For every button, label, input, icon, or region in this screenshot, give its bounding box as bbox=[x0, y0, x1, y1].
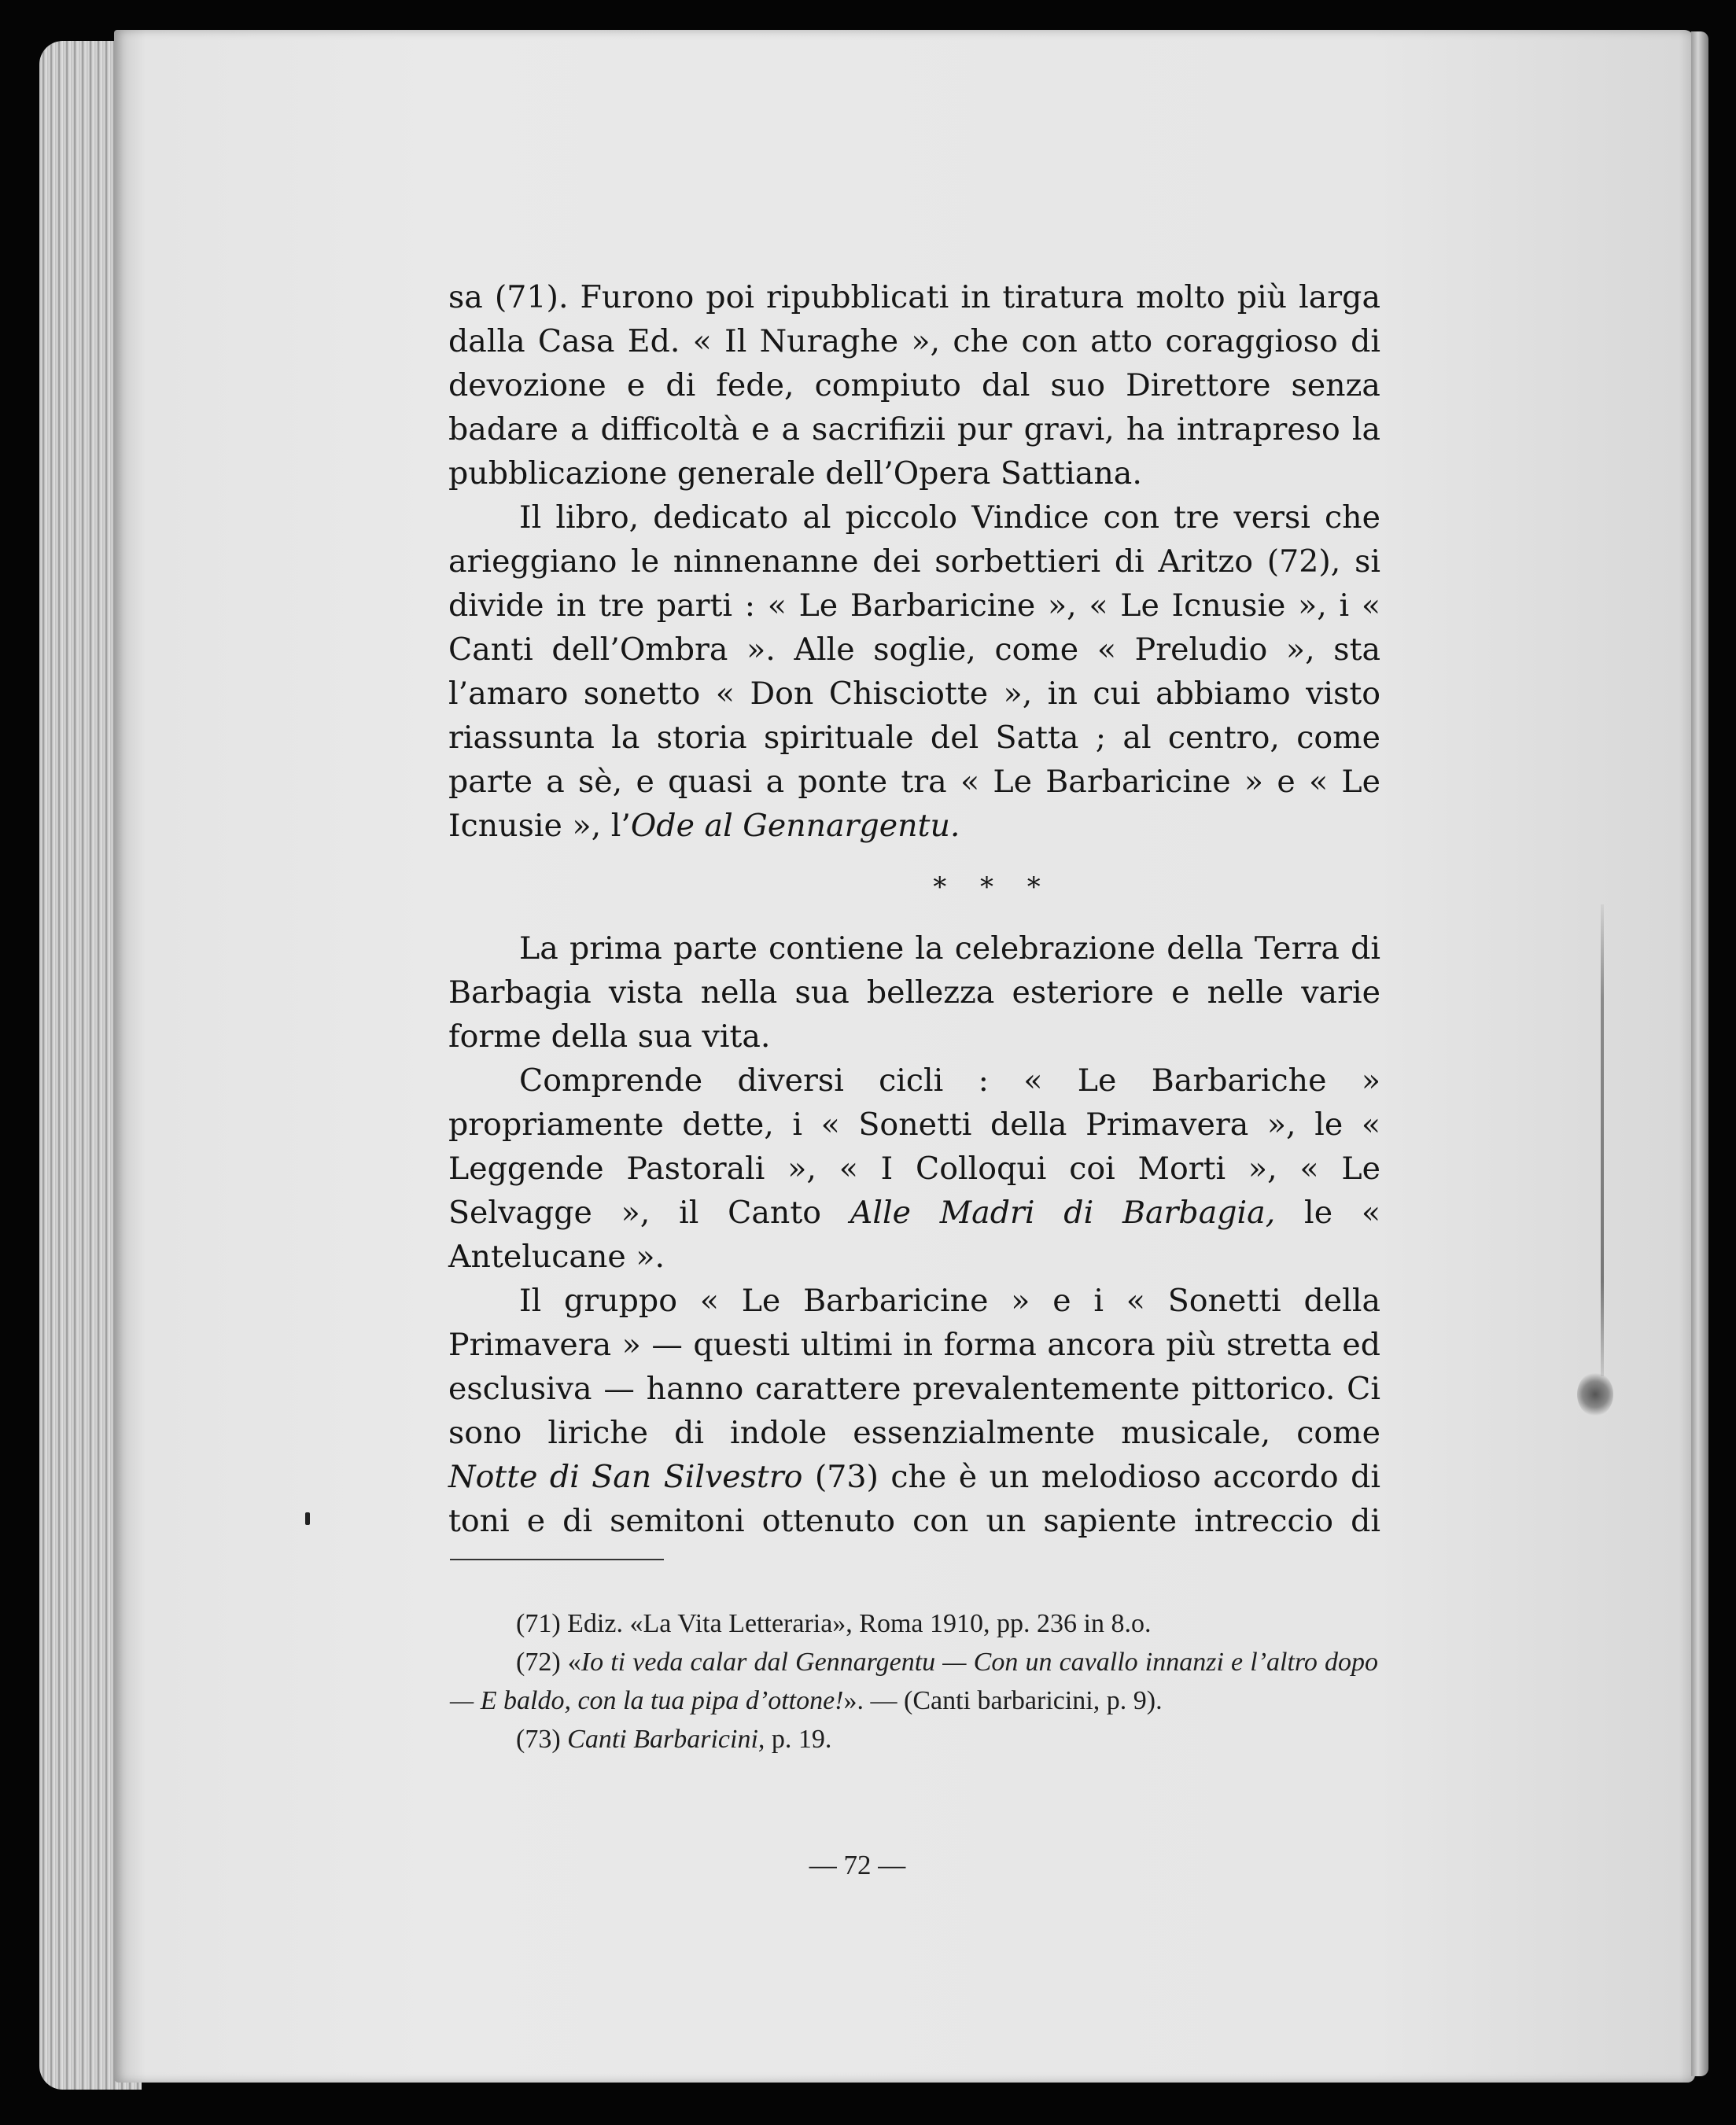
paragraph-text: Il libro, dedicato al piccolo Vindice con tre versi che arieggiano le ninnenanne dei sorbettieri di Aritzo (72), si divide in tre parti : « Le Barbaricine », « Le Icnusie », i « Canti dell’Ombra ». Alle soglie, come « Preludio », sta l’amaro sonetto « Don Chisciotte », in cui abbiamo visto riassunta la storia spirituale del Satta ; al centro, come parte a sè, e quasi a ponte tra « Le Barbaricine » e « Le Icnusie », l’ bbox=[448, 499, 1380, 844]
paragraph-italic-text: Ode al Gennargentu. bbox=[630, 808, 960, 844]
paragraph-text: Il gruppo « Le Barbaricine » e i « Sonetti della Primavera » — questi ultimi in forma ancora più stretta ed esclusiva — hanno carattere prevalentemente pittorico. Ci sono liriche di indole essenzialmente musicale, come bbox=[448, 1283, 1380, 1451]
section-separator: * * * bbox=[933, 871, 1053, 903]
paragraph-text: La prima parte contiene la celebrazione della Terra di Barbagia vista nella sua bellezza esteriore e nelle varie forme della sua vita. bbox=[448, 930, 1380, 1055]
footnote-text: p. 19. bbox=[765, 1725, 832, 1754]
paragraph bbox=[448, 495, 1380, 848]
footnote bbox=[450, 1604, 1378, 1643]
footnote-italic-text: Canti Barbaricini, bbox=[567, 1725, 765, 1754]
footnotes bbox=[450, 1604, 1378, 1759]
paragraph bbox=[448, 275, 1380, 495]
footnote-text: ». — (Canti barbaricini, p. 9). bbox=[843, 1686, 1163, 1715]
gutter-blot bbox=[1577, 1372, 1613, 1416]
ink-speck bbox=[305, 1512, 310, 1525]
paragraph-italic-text: Notte di San Silvestro bbox=[448, 1459, 803, 1495]
paragraph-text: (73) che è un melodioso accordo di toni e di semitoni ottenuto con un sapiente intreccio di bbox=[448, 1459, 1380, 1539]
page-right-edge bbox=[1691, 31, 1708, 2076]
footnote-italic-text: Io ti veda calar dal Gennargentu — Con un cavallo innanzi e l’altro dopo — E baldo, con la tua pipa d’ottone! bbox=[450, 1648, 1378, 1715]
paragraph-italic-text: Alle Madri di Barbagia, bbox=[850, 1195, 1276, 1231]
footnote-text: (73) bbox=[516, 1725, 568, 1754]
paragraph-text: le « Antelucane ». bbox=[448, 1195, 1380, 1275]
paragraph-text: Comprende diversi cicli : « Le Barbariche » propriamente dette, i « Sonetti della Primavera », le « Leggende Pastorali », « I Colloqui coi Morti », « Le Selvagge », il Canto bbox=[448, 1062, 1380, 1231]
body-text bbox=[448, 275, 1380, 1543]
paragraph-text: sa (71). Furono poi ripubblicati in tiratura molto più larga dalla Casa Ed. « Il Nuraghe », che con atto coraggioso di devozione e di fede, compiuto dal suo Direttore senza badare a difficoltà e a sacrifizii pur gravi, ha intrapreso la pubblicazione generale dell’Opera Sattiana. bbox=[448, 279, 1380, 492]
footnote bbox=[450, 1643, 1378, 1720]
footnote bbox=[450, 1720, 1378, 1759]
gutter-crease bbox=[1601, 904, 1604, 1376]
paragraph bbox=[448, 926, 1380, 1059]
footnote-text: (71) Ediz. «La Vita Letteraria», Roma 1910, pp. 236 in 8.o. bbox=[516, 1609, 1152, 1638]
footnote-rule bbox=[450, 1559, 664, 1560]
paragraph bbox=[448, 1059, 1380, 1279]
paragraph bbox=[448, 1279, 1380, 1543]
footnote-text: (72) « bbox=[516, 1648, 581, 1677]
page-number: — 72 — bbox=[809, 1850, 906, 1880]
